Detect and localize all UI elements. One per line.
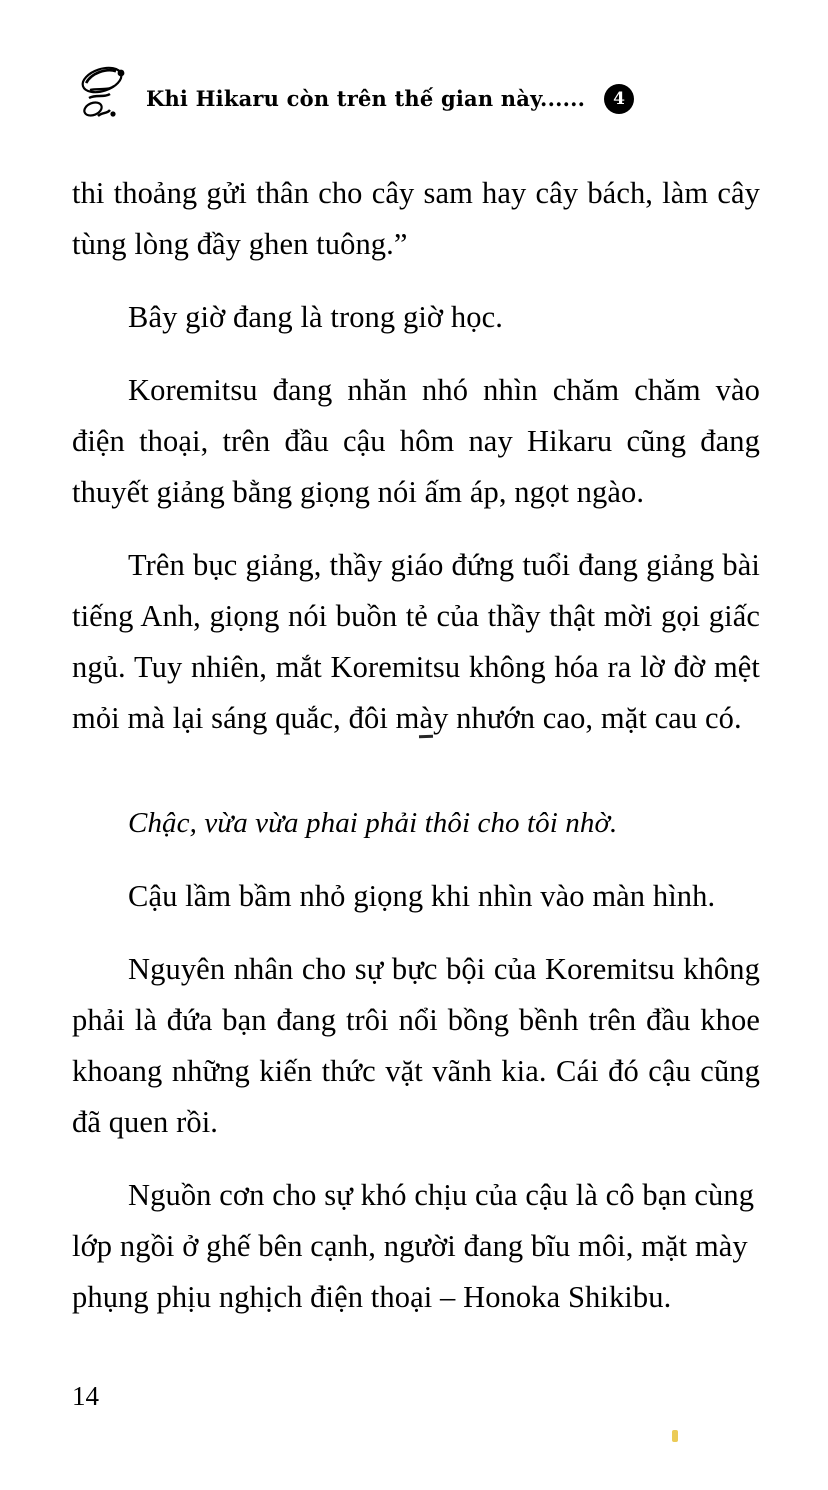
paragraph: Cậu lầm bầm nhỏ giọng khi nhìn vào màn hình. xyxy=(128,879,716,913)
scribble-stamp-icon xyxy=(80,64,136,124)
scan-artifact-speck xyxy=(672,1430,678,1442)
running-header xyxy=(80,70,768,130)
paragraph: thi thoảng gửi thân cho cây sam hay cây bách, làm cây tùng lòng đầy ghen tuông.” xyxy=(72,176,760,261)
header-title: Khi Hikaru còn trên thế gian này...... xyxy=(146,86,586,111)
paragraph: Trên bục giảng, thầy giáo đứng tuổi đang giảng bài tiếng Anh, giọng nói buồn tẻ của thầy thật mời gọi giấc ngủ. Tuy nhiên, mắt Koremitsu không hóa ra lờ đờ mệt mỏi mà lại sáng quắc, đôi mày nhướn cao, mặt cau có. xyxy=(72,548,760,735)
paragraph: Nguyên nhân cho sự bực bội của Koremitsu không phải là đứa bạn đang trôi nổi bồng bềnh trên đầu khoe khoang những kiến thức vặt vãnh kia. Cái đó cậu cũng đã quen rồi. xyxy=(72,952,760,1139)
paragraph: Koremitsu đang nhăn nhó nhìn chăm chăm vào điện thoại, trên đầu cậu hôm nay Hikaru cũng đang thuyết giảng bằng giọng nói ấm áp, ngọt ngào. xyxy=(72,373,760,509)
body-text xyxy=(72,168,760,1345)
paragraph-inner-thought: Chậc, vừa vừa phai phải thôi cho tôi nhờ. xyxy=(128,807,618,839)
scan-artifact-dash xyxy=(419,735,433,738)
page-number: 14 xyxy=(72,1381,99,1411)
chapter-number-badge: 4 xyxy=(604,84,634,114)
paragraph: Bây giờ đang là trong giờ học. xyxy=(128,300,503,334)
paragraph: Nguồn cơn cho sự khó chịu của cậu là cô bạn cùng lớp ngồi ở ghế bên cạnh, người đang bĩu môi, mặt mày phụng phịu nghịch điện thoại – Honoka Shikibu. xyxy=(72,1178,755,1314)
